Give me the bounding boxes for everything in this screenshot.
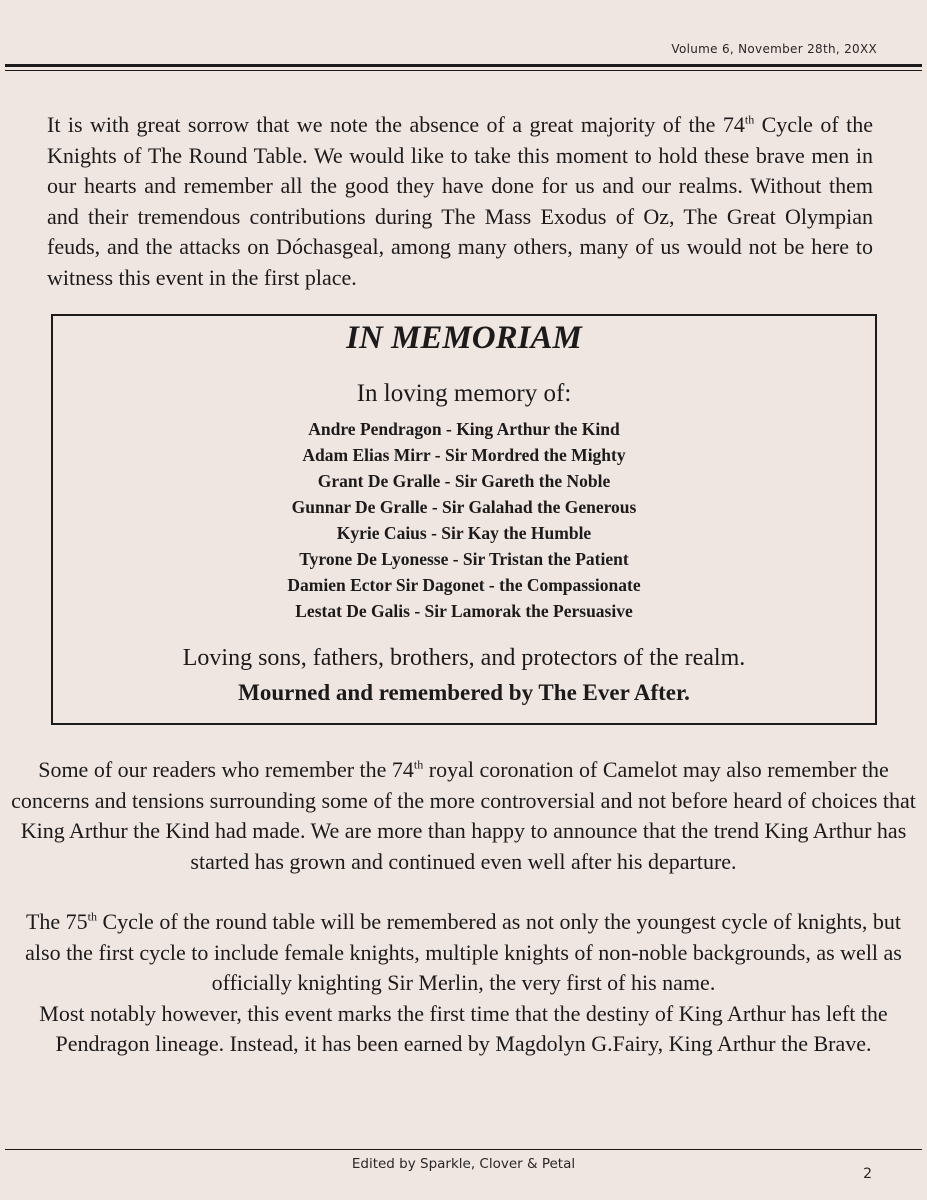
- coronation-text-end: royal coronation of Camelot may also remember the concerns and tensions surrounding some of the more controversial and not before heard of choices that King Arthur the Kind had made. We are more than happy to announce that the trend King Arthur has started has grown and continued even well after his departure.: [11, 757, 916, 874]
- cycle-ordinal-suffix: th: [87, 909, 97, 924]
- header-rule-thick: [5, 64, 922, 67]
- memoriam-name: Damien Ector Sir Dagonet - the Compassionate: [287, 575, 641, 595]
- memoriam-mourned-line: Mourned and remembered by The Ever After.: [238, 680, 690, 705]
- coronation-ordinal-suffix: th: [413, 757, 424, 772]
- header-rule-thin: [5, 70, 922, 71]
- coronation-paragraph: [8, 755, 919, 877]
- memoriam-tagline: Loving sons, fathers, brothers, and protectors of the realm.: [182, 645, 746, 671]
- memoriam-names-list: [53, 416, 875, 624]
- intro-text-start: It is with great sorrow that we note the absence of a great majority of the 74: [47, 112, 745, 137]
- intro-ordinal-suffix: th: [744, 112, 755, 127]
- memoriam-name: Tyrone De Lyonesse - Sir Tristan the Patient: [299, 549, 629, 569]
- footer-rule: [5, 1149, 922, 1150]
- memoriam-box: [51, 314, 877, 725]
- intro-paragraph: [47, 110, 873, 294]
- memoriam-name: Lestat De Galis - Sir Lamorak the Persuasive: [295, 601, 633, 621]
- coronation-text-start: Some of our readers who remember the 74: [38, 757, 414, 782]
- memoriam-name: Grant De Gralle - Sir Gareth the Noble: [317, 471, 611, 491]
- volume-date-header: Volume 6, November 28th, 20XX: [671, 42, 877, 56]
- intro-text-end: Cycle of the Knights of The Round Table. We would like to take this moment to hold these brave men in our hearts and remember all the good they have done for us and our realms. Without them and their tremendous contributions during The Mass Exodus of Oz, The Great Olympian feuds, and the attacks on Dóchasgeal, among many others, many of us would not be here to witness this event in the first place.: [47, 112, 873, 290]
- cycle-text-end: Most notably however, this event marks the first time that the destiny of King Arthur has left the Pendragon lineage. Instead, it has been earned by Magdolyn G.Fairy, King Arthur the Brave.: [39, 1000, 888, 1057]
- memoriam-name: Andre Pendragon - King Arthur the Kind: [308, 419, 620, 439]
- memoriam-name: Kyrie Caius - Sir Kay the Humble: [336, 523, 592, 543]
- cycle-text-middle: Cycle of the round table will be remembered as not only the youngest cycle of knights, but also the first cycle to include female knights, multiple knights of non-noble backgrounds, as well as officially knighting Sir Merlin, the very first of his name.: [25, 909, 902, 996]
- memoriam-title: IN MEMORIAM: [346, 320, 582, 356]
- memoriam-name: Gunnar De Gralle - Sir Galahad the Generous: [291, 497, 637, 517]
- cycle-text-start: The 75: [25, 909, 88, 934]
- memoriam-name: Adam Elias Mirr - Sir Mordred the Mighty: [302, 445, 626, 465]
- page-number: 2: [863, 1166, 872, 1182]
- cycle-paragraph: [8, 907, 919, 1060]
- footer-editors: Edited by Sparkle, Clover & Petal: [351, 1156, 576, 1172]
- memoriam-intro: In loving memory of:: [356, 380, 572, 407]
